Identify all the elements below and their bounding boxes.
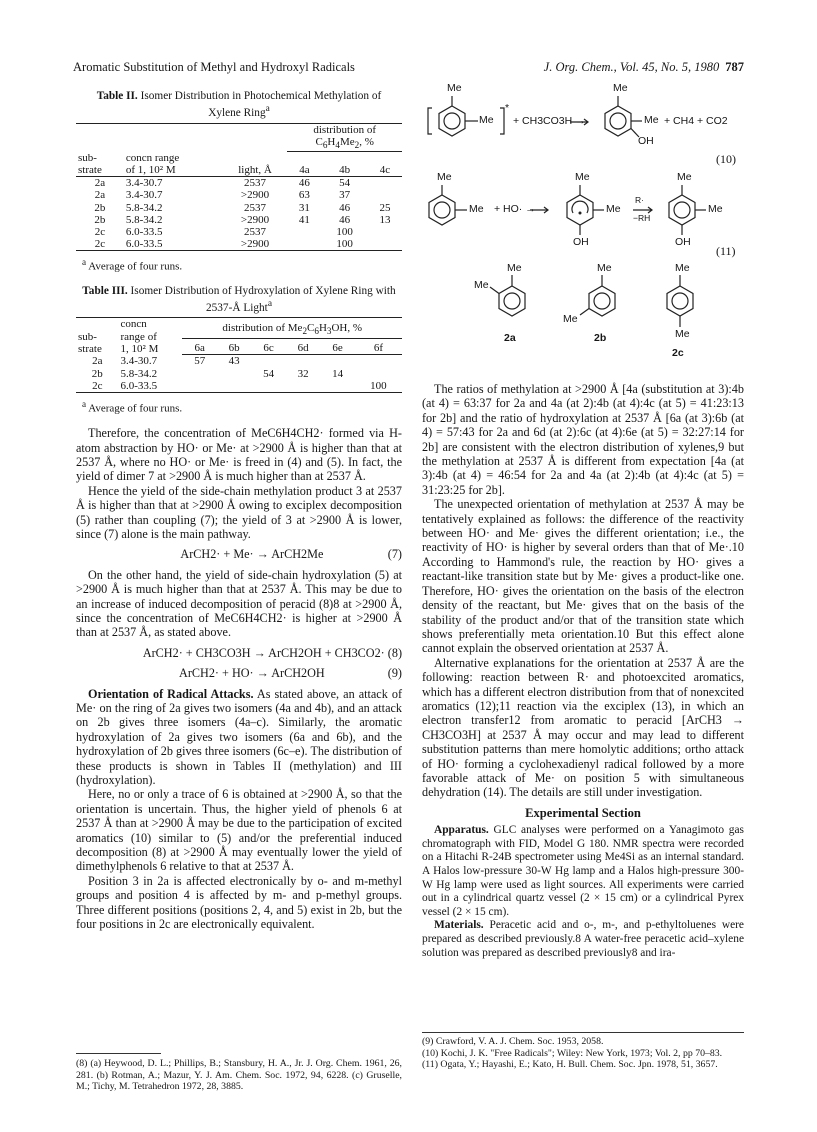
cell: >2900 (223, 238, 288, 251)
table2-footnote: $^a$ Average of four runs. (82, 257, 183, 274)
cell (368, 177, 402, 190)
page-number: 787 (725, 60, 744, 74)
cell (217, 368, 251, 380)
cell: 46 (339, 201, 351, 214)
paragraph: The ratios of methylation at >2900 Å [4a (substitution at 3):4b (at 4) = 63:37 for 2a and 4a (at 2):4b (at 4):4c (at 5) = 41:23:13 for 2b] and the ratio of hydroxylation at 2537 Å [6a (at 3):6b (at 4) = 57:43 for 2a and 6d (at 2):6c (at 4):6e (at 5) = 32:27:14 for 2b] are consistent with the electron distribution of xylenes,9 but the methylation at 2537 Å is different from expectation [4a (at 3):4b (at 4) = 46:54 for 2a and 4a (at 2):4b (at 4):4c (at 5) = 31:23:25 for 2b]. (422, 382, 744, 497)
methyl-label: Me (597, 262, 612, 274)
cell: 100 (321, 238, 368, 251)
left-column (76, 90, 402, 932)
cell (287, 226, 321, 238)
equation-number: (10) (716, 152, 736, 166)
table3-footnote-text: Average of four runs. (88, 402, 183, 415)
table-row (76, 368, 402, 380)
cell (320, 380, 354, 393)
methyl-label: Me (675, 262, 690, 274)
table-row (76, 238, 402, 251)
cell (355, 355, 402, 368)
footnote-8: (8) (a) Heywood, D. L.; Phillips, B.; Stansbury, H. A., Jr. J. Org. Chem. 1961, 26, 281. (b) Rotman, A.; Mazur, Y. J. Am. Chem. Soc. 1972, 94, 6228. (c) Gruselle, M.; Tichy, M. Tetrahedron 1972, 28, 3885. (76, 1058, 402, 1092)
radical-label: R· (635, 195, 644, 205)
hydroxyl-label: OH (638, 135, 654, 147)
cell: 3.4-30.7 (125, 189, 163, 202)
paragraph: The unexpected orientation of methylation at 2537 Å may be tentatively explained as follows: the difference of the reactivity between HO· and Me· gives the different orientation; i.e., the reactivity of HO· is higher by several orders than that of Me·.10 According to Hammond's rule, the reaction by HO· gives a reactant-like transition state but by Me· gives a product-like one. Therefore, HO· gives the orientation on the basis of the electron density of the reactant, but Me· gives that on the basis of the stability of the product and/or that of the transition state which shows preferentially meta orientation.10 But this effect alone cannot explain the observed orientation at 2537 Å. (422, 497, 744, 656)
equation-number: (9) (387, 666, 402, 681)
subsection-heading: Materials. (434, 919, 484, 932)
cell: 2a (94, 177, 106, 190)
cell: 43 (228, 355, 240, 368)
structure-label-2c: 2c (672, 347, 684, 359)
section-title: Experimental Section (525, 805, 641, 820)
cell: 46 (339, 213, 351, 226)
cell: 2a (94, 189, 106, 202)
table3-group-header: distribution of $Me_2C_6H_3OH$, % (182, 318, 402, 339)
equation-8 (76, 646, 402, 660)
methyl-label: Me (507, 262, 522, 274)
footnote-rule (422, 1032, 744, 1033)
paragraph (422, 824, 744, 919)
cell: 57 (194, 355, 206, 368)
table3-title: Isomer Distribution of Hydroxylation of Xylene Ring with 2537-Å Light (130, 284, 396, 314)
cell: 14 (332, 367, 344, 380)
cell: 2b (91, 367, 103, 380)
aromatic-circle-icon (444, 113, 460, 129)
paragraph: Therefore, the concentration of MeC6H4CH2· formed via H-atom abstraction by HO· or Me· at >2900 Å is higher than that at 2537 Å, where no HO· or Me· is freed in (4) and (5). In fact, the yield of dimer 7 at >2900 Å is much higher than at 2537 Å. (76, 426, 402, 484)
cell: 2a (92, 355, 103, 368)
table-row (76, 189, 402, 201)
methyl-label: Me (563, 313, 578, 325)
methyl-label: Me (437, 171, 452, 183)
cell (182, 368, 216, 380)
table2-group-header: distribution of $C_6H_4Me_2$, % (287, 123, 402, 152)
cell: 2c (94, 226, 106, 239)
methyl-label: Me (447, 82, 462, 94)
cell: >2900 (240, 189, 270, 202)
table-row (76, 177, 402, 190)
table2-col-light: light, Å (223, 152, 288, 177)
table3-caption (82, 285, 396, 315)
cell: 13 (379, 213, 391, 226)
cell (251, 380, 285, 393)
table-row (76, 226, 402, 238)
table3-col-6d: 6d (286, 338, 320, 355)
methyl-label: Me (479, 114, 494, 126)
table-row (76, 214, 402, 226)
methyl-label: Me (675, 328, 690, 340)
paragraph: Hence the yield of the side-chain methylation product 3 at 2537 Å is higher than that at >2900 Å owing to exciplex decomposition (5) rather than coupling (7); the yield of 3 at >2900 Å is lower, since (7) alone is the main pathway. (76, 483, 402, 541)
cell: 31 (298, 201, 310, 214)
cell (368, 238, 402, 251)
subsection-heading: Apparatus. (434, 824, 489, 837)
table2-col-4c: 4c (368, 152, 402, 177)
running-header: Aromatic Substitution of Methyl and Hydroxyl Radicals (73, 60, 355, 74)
equation-9 (76, 666, 402, 680)
table2-title: Isomer Distribution in Photochemical Methylation of Xylene Ring (140, 90, 382, 119)
table3-col-6c: 6c (251, 338, 285, 355)
table2-col-4b: 4b (321, 152, 368, 177)
cell (182, 380, 216, 393)
equation-number: (7) (387, 547, 402, 562)
cell: 46 (298, 177, 310, 190)
table2-footnote-text: Average of four runs. (88, 261, 183, 274)
methyl-label: Me (575, 171, 590, 183)
table-row (76, 202, 402, 214)
cell (368, 189, 402, 201)
table2-col-substrate: sub- strate (76, 152, 124, 177)
cell (355, 368, 402, 380)
journal-citation (544, 60, 744, 75)
paragraph-text: Peracetic acid and o-, m-, and p-ethyltoluenes were prepared as described previously.8 A water-free peracetic acid–xylene solution was prepared as described previously8 and ira- (422, 919, 744, 959)
methyl-label: Me (613, 82, 628, 94)
paragraph-text: As stated above, an attack of Me· on the ring of 2a gives two isomers (4a and 4b), and an attack on 2b gives three isomers (4a–c). Similarly, the aromatic hydroxylation of 2a gives two isomers (6a and 6b), and the hydroxylation of 2b gives three isomers (6c–e). The distribution of these products is shown in Tables II (methylation) and III (hydroxylation). (76, 686, 403, 788)
equation-7 (76, 547, 402, 561)
equation-text: ArCH2· + HO· → ArCH2OH (179, 666, 325, 681)
cell: 5.8-34.2 (120, 367, 158, 380)
methyl-label: Me (469, 203, 484, 215)
cell: 2b (94, 201, 106, 214)
table2-caption (82, 90, 396, 120)
benzene-ring-icon (439, 106, 465, 136)
methyl-label: Me (474, 279, 489, 291)
equation-text: ArCH2· + CH3CO3H → ArCH2OH + CH3CO2· (8) (142, 645, 402, 660)
footnote-10: (10) Kochi, J. K. "Free Radicals"; Wiley: New York, 1973; Vol. 2, pp 70–83. (422, 1047, 723, 1059)
paragraph: Alternative explanations for the orientation at 2537 Å are the following: reaction between R· and photoexcited aromatics, which has a different electron distribution from that of nonexcited aromatics (12);11 reaction via the exciplex (13), in which an electron transfer12 from aromatic to peracid [ArCH3 → CH3CO3H] at 2537 Å may occur and may lead to different substitution patterns than mere homolytic additions; ortho attack of HO· forming a cyclohexadienyl radical followed by a more favorable attack of Me· on position 5 with simultaneous dehydration (14). The details are still under investigation. (422, 655, 744, 800)
cell: 41 (298, 213, 310, 226)
cell (251, 355, 285, 368)
equation-number: (11) (716, 244, 736, 258)
cell: >2900 (240, 213, 270, 226)
table3-col-6a: 6a (182, 338, 216, 355)
table3 (76, 317, 402, 393)
reaction-reagent: + CH3CO3H → (513, 115, 586, 127)
paragraph: Position 3 in 2a is affected electronically by o- and m-methyl groups and position 4 is affected by m- and p-methyl groups. Three different positions (positions 2, 4, and 5) exist in 2b, but the four positions in 2c are electronically equivalent. (76, 873, 402, 932)
cell (217, 380, 251, 393)
table3-col-6f: 6f (355, 338, 402, 355)
methyl-label: Me (708, 203, 723, 215)
table2-col-concn: concn range of 1, 10² M (124, 152, 223, 177)
cell: 100 (355, 380, 402, 393)
footnote-rule (76, 1053, 161, 1054)
paragraph (76, 687, 402, 788)
cell (368, 226, 402, 238)
table2-footnote-mark: a (265, 104, 270, 114)
reaction-products: + CH4 + CO2 (664, 115, 728, 127)
cell: 54 (263, 367, 275, 380)
paragraph: Here, no or only a trace of 6 is obtained at >2900 Å, so that the orientation is uncertain. Thus, the higher yield of phenols 6 at 2537 Å than at >2900 Å may be due to the participation of excited aromatics (10) similar to (5) and/or the preferential induced decomposition (8) at >2900 Å may eventually lower the yield of dimethylphenols 6 relative to that at 2537 Å. (76, 787, 402, 874)
cell: 32 (297, 367, 309, 380)
footnote-11: (11) Ogata, Y.; Hayashi, E.; Kato, H. Bull. Chem. Soc. Jpn. 1978, 51, 3657. (422, 1059, 718, 1070)
table-row (76, 355, 402, 368)
reaction-scheme (420, 82, 750, 367)
cell: 63 (298, 189, 310, 202)
right-column (422, 382, 744, 960)
table3-footnote-mark: a (267, 298, 272, 309)
paragraph-text: GLC analyses were performed on a Yanagimoto gas chromatograph with FID, Model G 180. NMR spectra were recorded on a Hitachi R-24B spectrometer using Me4Si as an internal standard. A Halos low-pressure 30-W Hg lamp and a Halos high-pressure 300-W Hg lamp were used as light sources. All experiments were carried out in a cylindrical quartz vessel (2 × 15 cm) or a cylindrical Pyrex vessel (2 × 15 cm). (422, 824, 744, 918)
cell (287, 238, 321, 251)
cell: 54 (339, 177, 351, 190)
table3-col-concn: concn range of 1, 10² M (119, 318, 183, 355)
hydroxyl-label: OH (573, 236, 589, 248)
cell (320, 355, 354, 368)
methyl-label: Me (677, 171, 692, 183)
structure-label-2a: 2a (504, 332, 516, 344)
methyl-label: Me (606, 203, 621, 215)
equation-text: ArCH2· + Me· → ArCH2Me (180, 547, 324, 562)
footnote-9: (9) Crawford, V. A. J. Chem. Soc. 1953, 2058. (422, 1036, 604, 1047)
table3-col-substrate: sub- strate (76, 318, 119, 355)
table2-col-4a: 4a (287, 152, 321, 177)
table3-footnote: $^a$ Average of four runs. (82, 399, 183, 415)
reaction-reagent: + HO· → (494, 203, 536, 215)
table2 (76, 123, 402, 252)
table3-col-6b: 6b (217, 338, 251, 355)
cell: 2b (94, 213, 106, 226)
cell: 2c (76, 238, 124, 251)
table3-label: Table III. (82, 284, 128, 297)
cell: 37 (339, 189, 351, 202)
cell: 25 (379, 201, 391, 214)
byproduct-label: −RH (633, 213, 651, 223)
table2-label: Table II. (96, 90, 138, 102)
cell (286, 355, 320, 368)
cell: 2537 (244, 226, 267, 239)
paragraph (422, 919, 744, 960)
cell: 3.4-30.7 (125, 177, 163, 190)
table-row (76, 380, 402, 393)
cell: 5.8-34.2 (125, 201, 163, 214)
methyl-label: Me (644, 114, 659, 126)
cell: 6.0-33.5 (119, 380, 183, 393)
cell: 2537 (244, 177, 267, 190)
hydroxyl-label: OH (675, 236, 691, 248)
section-heading: Orientation of Radical Attacks. (88, 686, 254, 701)
structure-label-2b: 2b (594, 332, 607, 344)
cell: 6.0-33.5 (125, 226, 163, 239)
cell: 2537 (244, 201, 267, 214)
cell (286, 380, 320, 393)
cell: 2c (76, 380, 119, 393)
footnotes-right (422, 1036, 744, 1071)
cell: 6.0-33.5 (124, 238, 223, 251)
excited-state-mark: * (505, 102, 510, 114)
cell: 5.8-34.2 (125, 213, 163, 226)
cell: 100 (336, 226, 353, 239)
journal-name: J. Org. Chem., Vol. 45, No. 5, 1980 (543, 60, 720, 74)
cell: 3.4-30.7 (120, 355, 158, 368)
table3-col-6e: 6e (320, 338, 354, 355)
paragraph: On the other hand, the yield of side-chain hydroxylation (5) at >2900 Å is much higher than that at 2537 Å. This may be due to an increase of induced decomposition of peracid (8)8 at >2900 Å, since the concentration of MeC6H4CH2· is higher at >2900 Å than at 2537 Å, as stated above. (76, 567, 402, 640)
